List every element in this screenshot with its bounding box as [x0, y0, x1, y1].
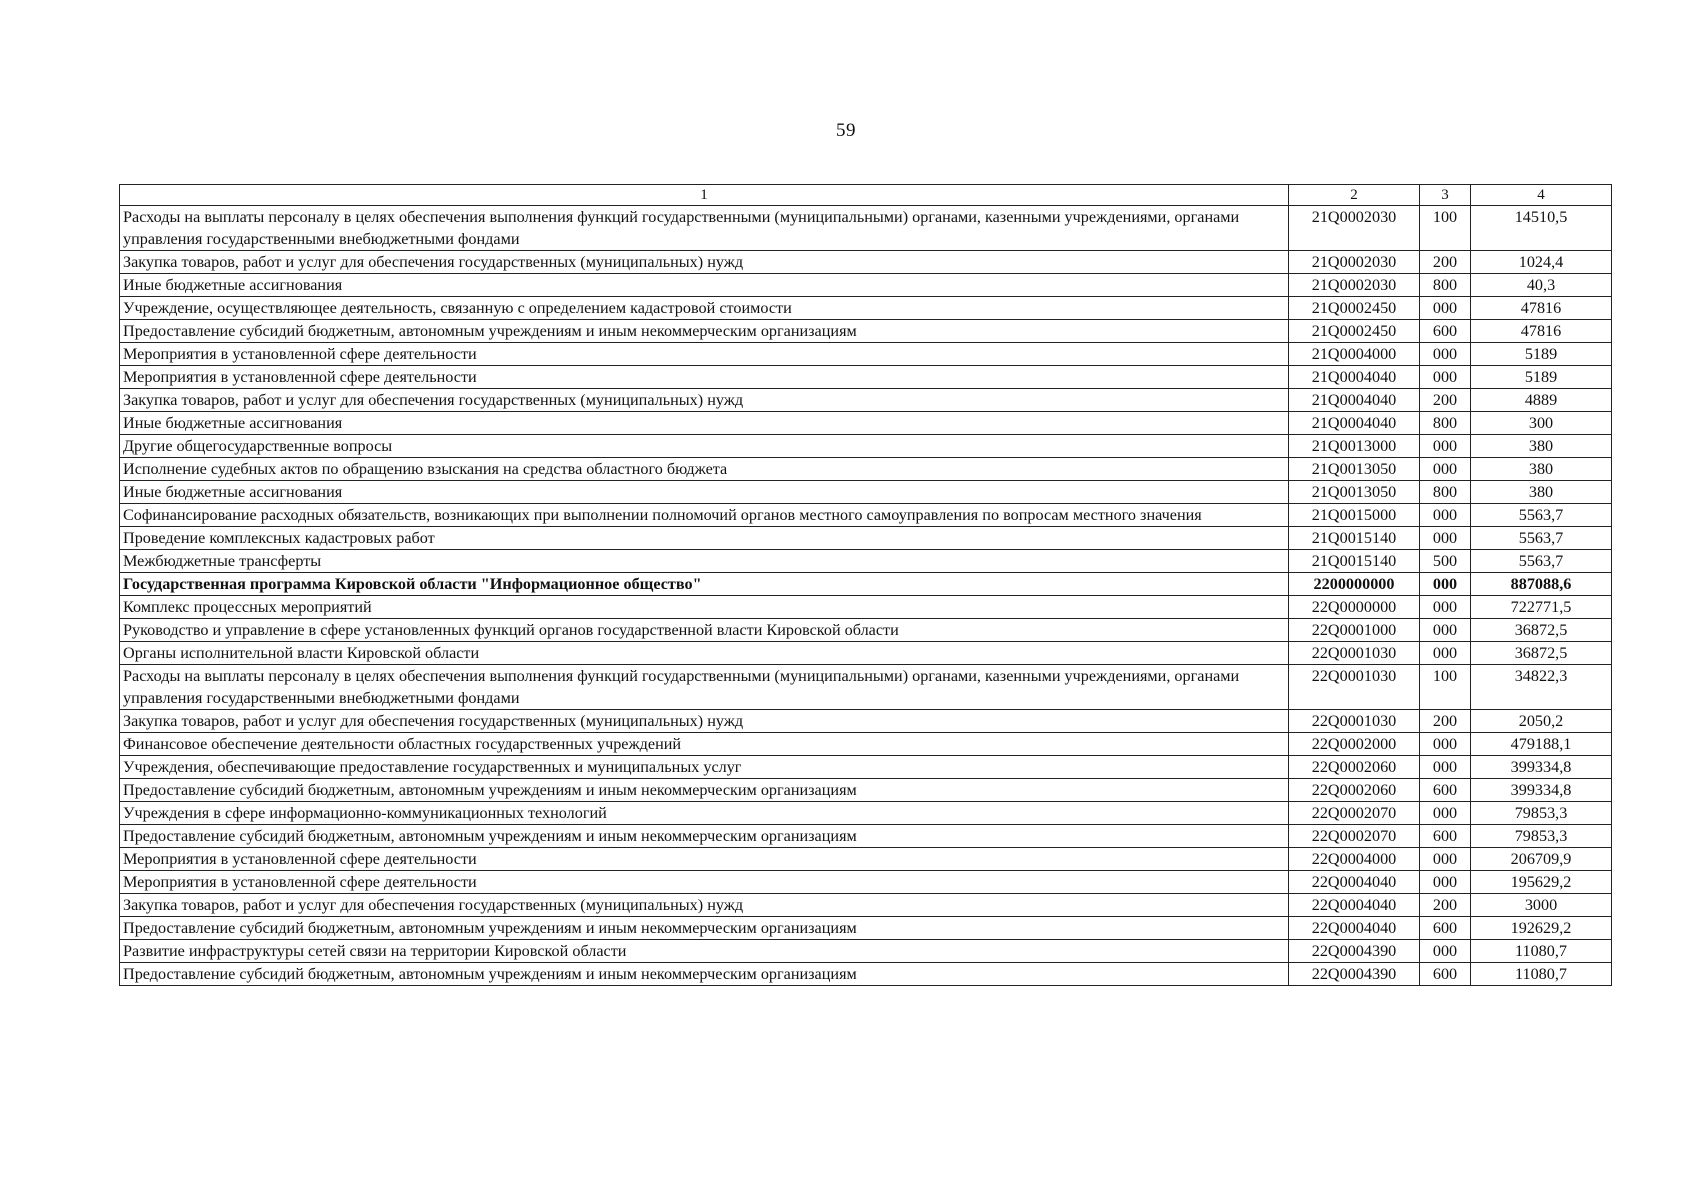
table-row — [120, 320, 1612, 343]
table-row — [120, 573, 1612, 596]
table-row — [120, 963, 1612, 986]
budget-table — [119, 184, 1612, 986]
table-row — [120, 619, 1612, 642]
cell-code: 22Q0001000 — [1289, 619, 1420, 642]
cell-code: 22Q0004000 — [1289, 848, 1420, 871]
table-row — [120, 802, 1612, 825]
cell-code: 21Q0004040 — [1289, 412, 1420, 435]
cell-amount: 36872,5 — [1471, 642, 1612, 665]
cell-code: 21Q0004000 — [1289, 343, 1420, 366]
table-row — [120, 665, 1612, 710]
cell-name: Иные бюджетные ассигнования — [120, 481, 1289, 504]
table-row — [120, 343, 1612, 366]
cell-amount: 722771,5 — [1471, 596, 1612, 619]
table-row — [120, 458, 1612, 481]
cell-code: 21Q0015140 — [1289, 550, 1420, 573]
cell-expense-type: 000 — [1420, 871, 1471, 894]
cell-code: 22Q0004040 — [1289, 894, 1420, 917]
table-row — [120, 504, 1612, 527]
table-row — [120, 917, 1612, 940]
cell-code: 21Q0013050 — [1289, 481, 1420, 504]
cell-name: Мероприятия в установленной сфере деятельности — [120, 871, 1289, 894]
cell-code: 22Q0001030 — [1289, 642, 1420, 665]
cell-amount: 399334,8 — [1471, 756, 1612, 779]
cell-amount: 79853,3 — [1471, 802, 1612, 825]
cell-code: 21Q0013050 — [1289, 458, 1420, 481]
cell-expense-type: 000 — [1420, 343, 1471, 366]
cell-name: Закупка товаров, работ и услуг для обеспечения государственных (муниципальных) нужд — [120, 894, 1289, 917]
table-row — [120, 733, 1612, 756]
cell-name: Финансовое обеспечение деятельности областных государственных учреждений — [120, 733, 1289, 756]
table-row — [120, 825, 1612, 848]
cell-name: Другие общегосударственные вопросы — [120, 435, 1289, 458]
table-row — [120, 550, 1612, 573]
cell-expense-type: 600 — [1420, 779, 1471, 802]
cell-code: 21Q0002450 — [1289, 297, 1420, 320]
cell-name: Закупка товаров, работ и услуг для обеспечения государственных (муниципальных) нужд — [120, 389, 1289, 412]
cell-expense-type: 500 — [1420, 550, 1471, 573]
table-row — [120, 435, 1612, 458]
cell-expense-type: 000 — [1420, 756, 1471, 779]
cell-name: Учреждения, обеспечивающие предоставление государственных и муниципальных услуг — [120, 756, 1289, 779]
cell-expense-type: 000 — [1420, 848, 1471, 871]
cell-amount: 3000 — [1471, 894, 1612, 917]
cell-expense-type: 000 — [1420, 435, 1471, 458]
cell-code: 21Q0015140 — [1289, 527, 1420, 550]
cell-name: Предоставление субсидий бюджетным, автономным учреждениям и иным некоммерческим организациям — [120, 320, 1289, 343]
cell-name: Софинансирование расходных обязательств, возникающих при выполнении полномочий органов местного самоуправления по вопросам местного значения — [120, 504, 1289, 527]
cell-code: 22Q0002070 — [1289, 802, 1420, 825]
cell-expense-type: 000 — [1420, 504, 1471, 527]
cell-code: 22Q0002070 — [1289, 825, 1420, 848]
cell-name: Органы исполнительной власти Кировской области — [120, 642, 1289, 665]
cell-code: 21Q0015000 — [1289, 504, 1420, 527]
cell-amount: 4889 — [1471, 389, 1612, 412]
cell-code: 21Q0002030 — [1289, 206, 1420, 251]
cell-expense-type: 000 — [1420, 642, 1471, 665]
cell-name: Руководство и управление в сфере установленных функций органов государственной власти Кировской области — [120, 619, 1289, 642]
table-row — [120, 251, 1612, 274]
cell-expense-type: 000 — [1420, 527, 1471, 550]
cell-amount: 399334,8 — [1471, 779, 1612, 802]
cell-amount: 380 — [1471, 481, 1612, 504]
cell-expense-type: 000 — [1420, 940, 1471, 963]
cell-expense-type: 000 — [1420, 366, 1471, 389]
table-row — [120, 710, 1612, 733]
cell-name: Расходы на выплаты персоналу в целях обеспечения выполнения функций государственными (муниципальными) органами, казенными учреждениями, органами управления государственными внебюджетными фондами — [120, 665, 1289, 710]
cell-code: 21Q0002030 — [1289, 251, 1420, 274]
cell-code: 22Q0002060 — [1289, 779, 1420, 802]
header-cell-name: 1 — [120, 185, 1289, 206]
cell-name: Межбюджетные трансферты — [120, 550, 1289, 573]
cell-amount: 14510,5 — [1471, 206, 1612, 251]
cell-expense-type: 600 — [1420, 963, 1471, 986]
cell-amount: 5563,7 — [1471, 550, 1612, 573]
cell-code: 22Q0002060 — [1289, 756, 1420, 779]
cell-expense-type: 000 — [1420, 802, 1471, 825]
cell-amount: 5189 — [1471, 366, 1612, 389]
cell-amount: 47816 — [1471, 297, 1612, 320]
header-cell-amount: 4 — [1471, 185, 1612, 206]
cell-name: Предоставление субсидий бюджетным, автономным учреждениям и иным некоммерческим организациям — [120, 917, 1289, 940]
cell-expense-type: 200 — [1420, 389, 1471, 412]
cell-amount: 380 — [1471, 435, 1612, 458]
cell-expense-type: 000 — [1420, 619, 1471, 642]
cell-code: 22Q0001030 — [1289, 665, 1420, 710]
cell-expense-type: 000 — [1420, 573, 1471, 596]
cell-amount: 1024,4 — [1471, 251, 1612, 274]
cell-expense-type: 600 — [1420, 320, 1471, 343]
table-row — [120, 206, 1612, 251]
cell-name: Учреждение, осуществляющее деятельность, связанную с определением кадастровой стоимости — [120, 297, 1289, 320]
table-row — [120, 894, 1612, 917]
table-row — [120, 366, 1612, 389]
page-number: 59 — [836, 120, 856, 141]
cell-expense-type: 800 — [1420, 481, 1471, 504]
cell-name: Расходы на выплаты персоналу в целях обеспечения выполнения функций государственными (муниципальными) органами, казенными учреждениями, органами управления государственными внебюджетными фондами — [120, 206, 1289, 251]
cell-code: 2200000000 — [1289, 573, 1420, 596]
cell-name: Мероприятия в установленной сфере деятельности — [120, 343, 1289, 366]
cell-amount: 79853,3 — [1471, 825, 1612, 848]
cell-expense-type: 000 — [1420, 733, 1471, 756]
table-row — [120, 848, 1612, 871]
cell-code: 22Q0000000 — [1289, 596, 1420, 619]
cell-name: Развитие инфраструктуры сетей связи на территории Кировской области — [120, 940, 1289, 963]
cell-code: 22Q0002000 — [1289, 733, 1420, 756]
table-row — [120, 871, 1612, 894]
cell-amount: 34822,3 — [1471, 665, 1612, 710]
cell-name: Предоставление субсидий бюджетным, автономным учреждениям и иным некоммерческим организациям — [120, 963, 1289, 986]
cell-expense-type: 800 — [1420, 274, 1471, 297]
cell-amount: 5563,7 — [1471, 527, 1612, 550]
table-header-row — [120, 185, 1612, 206]
cell-expense-type: 800 — [1420, 412, 1471, 435]
cell-code: 22Q0004040 — [1289, 871, 1420, 894]
cell-amount: 206709,9 — [1471, 848, 1612, 871]
cell-name: Государственная программа Кировской области "Информационное общество" — [120, 573, 1289, 596]
cell-name: Проведение комплексных кадастровых работ — [120, 527, 1289, 550]
cell-amount: 380 — [1471, 458, 1612, 481]
cell-name: Предоставление субсидий бюджетным, автономным учреждениям и иным некоммерческим организациям — [120, 825, 1289, 848]
cell-name: Предоставление субсидий бюджетным, автономным учреждениям и иным некоммерческим организациям — [120, 779, 1289, 802]
cell-name: Мероприятия в установленной сфере деятельности — [120, 366, 1289, 389]
cell-expense-type: 100 — [1420, 665, 1471, 710]
cell-expense-type: 200 — [1420, 251, 1471, 274]
cell-expense-type: 600 — [1420, 917, 1471, 940]
cell-name: Закупка товаров, работ и услуг для обеспечения государственных (муниципальных) нужд — [120, 710, 1289, 733]
cell-code: 21Q0004040 — [1289, 366, 1420, 389]
table-row — [120, 389, 1612, 412]
cell-name: Иные бюджетные ассигнования — [120, 412, 1289, 435]
cell-name: Учреждения в сфере информационно-коммуникационных технологий — [120, 802, 1289, 825]
cell-expense-type: 000 — [1420, 297, 1471, 320]
cell-amount: 300 — [1471, 412, 1612, 435]
cell-amount: 11080,7 — [1471, 963, 1612, 986]
cell-amount: 2050,2 — [1471, 710, 1612, 733]
cell-code: 21Q0013000 — [1289, 435, 1420, 458]
cell-name: Закупка товаров, работ и услуг для обеспечения государственных (муниципальных) нужд — [120, 251, 1289, 274]
cell-amount: 479188,1 — [1471, 733, 1612, 756]
table-row — [120, 274, 1612, 297]
cell-name: Иные бюджетные ассигнования — [120, 274, 1289, 297]
table-row — [120, 527, 1612, 550]
header-cell-expense-type: 3 — [1420, 185, 1471, 206]
table-row — [120, 940, 1612, 963]
table-row — [120, 756, 1612, 779]
table-body — [120, 206, 1612, 986]
table-row — [120, 481, 1612, 504]
table-row — [120, 297, 1612, 320]
header-cell-code: 2 — [1289, 185, 1420, 206]
cell-amount: 5189 — [1471, 343, 1612, 366]
cell-amount: 47816 — [1471, 320, 1612, 343]
cell-amount: 11080,7 — [1471, 940, 1612, 963]
cell-name: Мероприятия в установленной сфере деятельности — [120, 848, 1289, 871]
cell-name: Исполнение судебных актов по обращению взыскания на средства областного бюджета — [120, 458, 1289, 481]
cell-code: 22Q0001030 — [1289, 710, 1420, 733]
cell-code: 22Q0004040 — [1289, 917, 1420, 940]
table-row — [120, 779, 1612, 802]
cell-expense-type: 200 — [1420, 894, 1471, 917]
cell-expense-type: 600 — [1420, 825, 1471, 848]
cell-expense-type: 200 — [1420, 710, 1471, 733]
cell-expense-type: 000 — [1420, 458, 1471, 481]
cell-code: 21Q0002450 — [1289, 320, 1420, 343]
cell-amount: 887088,6 — [1471, 573, 1612, 596]
cell-amount: 5563,7 — [1471, 504, 1612, 527]
cell-amount: 36872,5 — [1471, 619, 1612, 642]
cell-name: Комплекс процессных мероприятий — [120, 596, 1289, 619]
cell-amount: 40,3 — [1471, 274, 1612, 297]
cell-amount: 192629,2 — [1471, 917, 1612, 940]
cell-expense-type: 000 — [1420, 596, 1471, 619]
table-row — [120, 412, 1612, 435]
table-row — [120, 596, 1612, 619]
cell-code: 22Q0004390 — [1289, 940, 1420, 963]
cell-code: 21Q0002030 — [1289, 274, 1420, 297]
cell-code: 21Q0004040 — [1289, 389, 1420, 412]
table-row — [120, 642, 1612, 665]
cell-amount: 195629,2 — [1471, 871, 1612, 894]
cell-expense-type: 100 — [1420, 206, 1471, 251]
cell-code: 22Q0004390 — [1289, 963, 1420, 986]
